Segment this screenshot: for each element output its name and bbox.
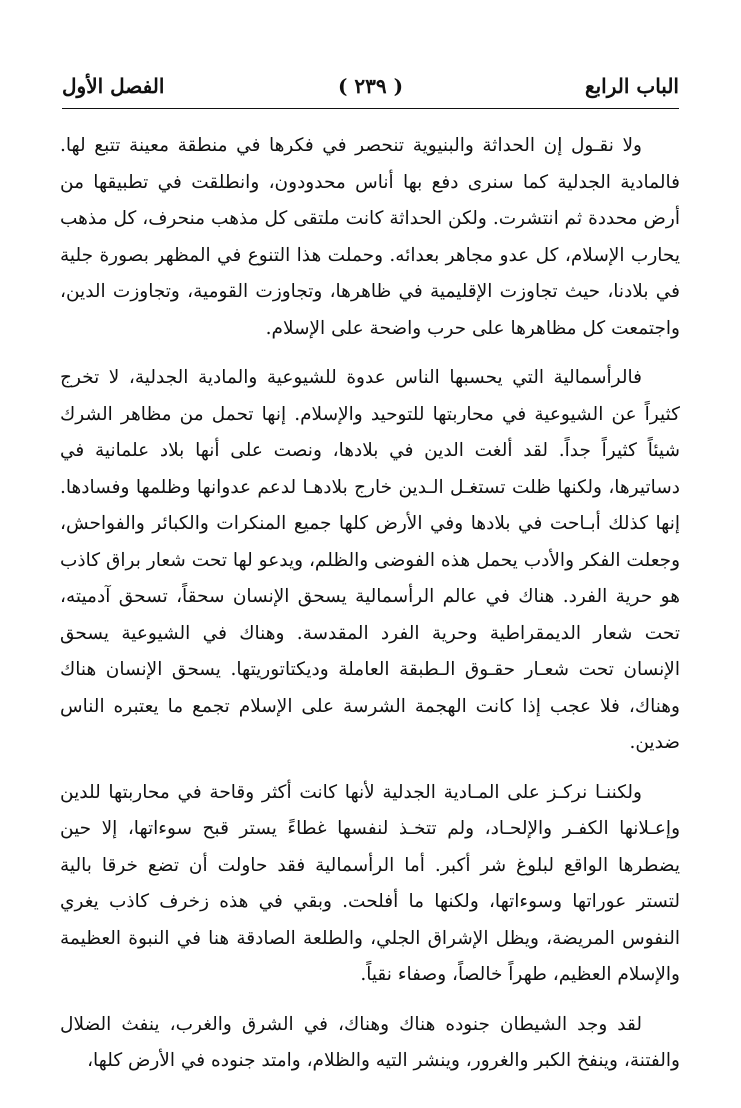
page-header — [62, 70, 679, 106]
paragraph: ولا نقـول إن الحداثة والبنيوية تنحصر في فكرها في منطقة معينة تتبع لها. فالمادية الجدلية كما سنرى دفع بها أناس محدودون، وانطلقت في تطبيقها من أرض محددة ثم انتشرت. ولكن الحداثة كانت ملتقى كل مذهب منحرف، كل مذهب يحارب الإسلام، كل عدو مجاهر بعدائه. وحملت هذا التنوع في المظهر بصورة جلية في بلادنا، حيث تجاوزت الإقليمية في ظاهرها، وتجاوزت القومية، وتجاوزت الدين، واجتمعت كل مظاهرها على حرب واضحة على الإسلام. — [60, 135, 680, 339]
paragraph: لقد وجد الشيطان جنوده هناك وهناك، في الشرق والغرب، ينفث الضلال والفتنة، وينفخ الكبر والغرور، وينشر التيه والظلام، وامتد جنوده في الأرض كلها، — [60, 1013, 680, 1071]
chapter-title: الباب الرابع — [584, 74, 679, 98]
page-body — [60, 128, 680, 1093]
paragraph: فالرأسمالية التي يحسبها الناس عدوة للشيوعية والمادية الجدلية، لا تخرج كثيراً عن الشيوعية في محاربتها للتوحيد والإسلام. إنها تحمل من مظاهر الشرك شيئاً كثيراً جداً. لقد ألغت الدين في بلادها، ونصت على أنها بلاد علمانية في دساتيرها، ولكنها ظلت تستغـل الـدين خارج بلادهـا لدعم عدوانها وظلمها وفسادها. إنها كذلك أبـاحت في بلادها وفي الأرض كلها جميع المنكرات والكبائر والفواحش، وجعلت الفكر والأدب يحمل هذه الفوضى والظلم، ويدعو لها تحت شعار براق كاذب هو حرية الفرد. هناك في عالم الرأسمالية يسحق الإنسان سحقاً، تسحق آدميته، تحت شعار الديمقراطية وحرية الفرد المقدسة. وهناك في الشيوعية يسحق الإنسان تحت شعـار حقـوق الـطبقة العاملة وديكتاتوريتها. يسحق الإنسان هناك وهناك، فلا عجب إذا كانت الهجمة الشرسة على الإسلام تجمع ما يعتبره الناس ضدين. — [60, 367, 680, 753]
header-divider — [62, 108, 679, 109]
section-title: الفصل الأول — [62, 74, 165, 98]
paragraph: ولكننـا نركـز على المـادية الجدلية لأنها كانت أكثر وقاحة في محاربتها للدين وإعـلانها الكفـر والإلحـاد، ولم تتخـذ لنفسها غطاءً يستر قبح سوءاتها، إلا حين يضطرها الواقع لبلوغ شر أكبر. أما الرأسمالية فقد حاولت أن تضع خرقا بالية لتستر عوراتها وسوءاتها، ولكنها ما أفلحت. وبقي في هذه زخرف كاذب يغري النفوس المريضة، ويظل الإشراق الجلي، والطلعة الصادقة هنا في النبوة العظيمة والإسلام العظيم، طهراً خالصاً، وصفاء نقياً. — [60, 781, 680, 985]
page-number: ( ٢٣٩ ) — [337, 74, 404, 98]
